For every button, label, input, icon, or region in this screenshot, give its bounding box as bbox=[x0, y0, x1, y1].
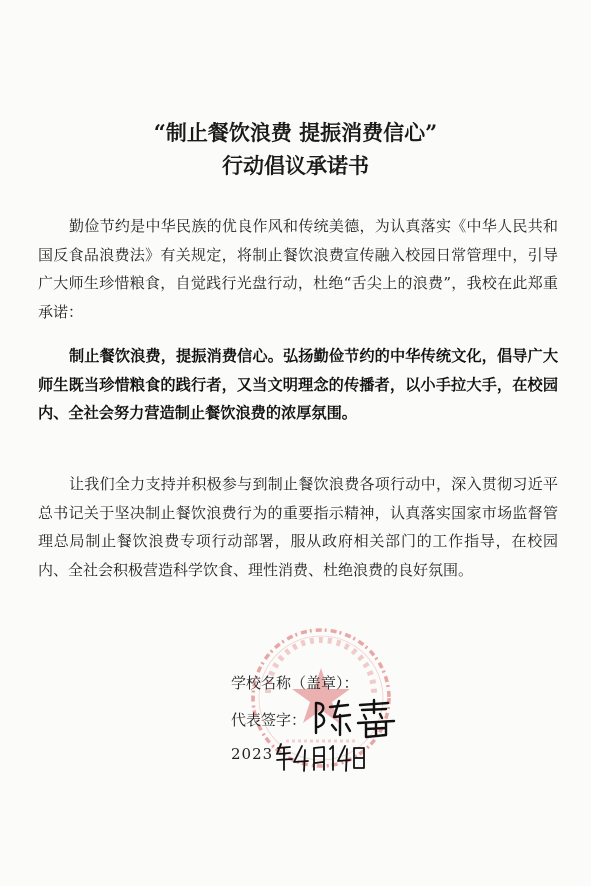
handwritten-signature bbox=[310, 697, 402, 739]
document-title-line1: “制止餐饮浪费 提振消费信心” bbox=[153, 120, 438, 145]
school-name-label: 学校名称（盖章）： bbox=[231, 674, 359, 692]
paragraph-action: 让我们全力支持并积极参与到制止餐饮浪费各项行动中，深入贯彻习近平总书记关于坚决制止餐饮浪费行为的重要指示精神，认真落实国家市场监督管理总局制止餐饮浪费专项行动部署，服从政府相关部门的工作指导，在校园内、全社会积极营造科学饮食、理性消费、杜绝浪费的良好氛围。 bbox=[38, 475, 558, 579]
representative-label: 代表签字： bbox=[231, 711, 307, 729]
paragraph-commitment: 制止餐饮浪费，提振消费信心。弘扬勤俭节约的中华传统文化，倡导广大师生既当珍惜粮食的践行者，又当文明理念的传播者，以小手拉大手，在校园内、全社会努力营造制止餐饮浪费的浓厚氛围。 bbox=[38, 347, 558, 422]
handwritten-date bbox=[232, 740, 382, 774]
document-title-line2: 行动倡议承诺书 bbox=[222, 153, 369, 178]
paragraph-intro: 勤俭节约是中华民族的优良作风和传统美德，为认真落实《中华人民共和国反食品浪费法》有关规定，将制止餐饮浪费宣传融入校园日常管理中，引导广大师生珍惜粮食，自觉践行光盘行动，杜绝“舌尖上的浪费”，我校在此郑重承诺： bbox=[38, 217, 558, 321]
date-year: 2023 bbox=[231, 745, 274, 763]
